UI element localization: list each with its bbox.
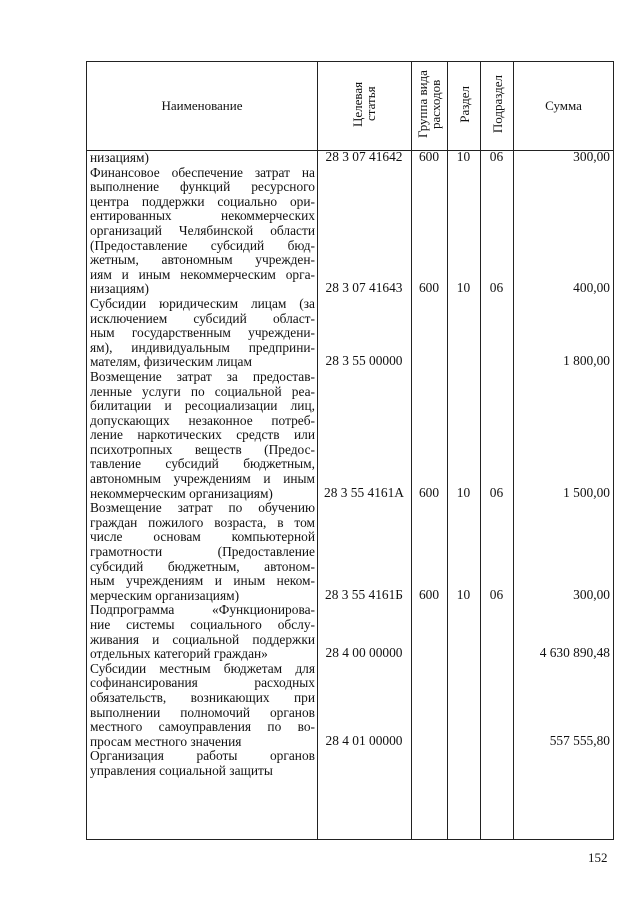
row-text-line: ным учреждениям и иным неком- (90, 573, 315, 589)
row-code: 28 3 55 4161Б (325, 587, 403, 602)
row-subsection: 06 (489, 149, 504, 164)
row-text-line: Возмещение затрат по обучению (90, 500, 315, 516)
row-text-line: исключением субсидий област- (90, 310, 315, 326)
row-text-line: Субсидии местным бюджетам для (90, 660, 315, 676)
row-text-line: допускающих незаконное потреб- (90, 412, 315, 428)
row-text-line: ленные услуги по социальной реа- (90, 383, 315, 399)
row-code: 28 4 01 00000 (325, 733, 403, 748)
header-expense-group: Группа вида расходов (412, 62, 448, 151)
row-text-line: ление наркотических средств или (90, 427, 315, 443)
row-subsection: 06 (489, 484, 504, 500)
row-section: 10 (456, 280, 471, 296)
row-text-line: мерческим организациям) (90, 587, 240, 603)
row-text-line: центра поддержки социально ори- (90, 193, 315, 209)
row-text-line: иям и иным некоммерческим орга- (90, 266, 315, 282)
row-text-line: ям), индивидуальным предприни- (90, 339, 315, 355)
row-group: 600 (418, 484, 440, 500)
row-text-line: психотропных веществ (Предос- (90, 441, 315, 457)
row-amount: 557 555,80 (549, 733, 610, 748)
budget-table-container (86, 61, 613, 837)
row-text-line: обязательств, возникающих при (90, 689, 315, 705)
row-amount: 4 630 890,48 (539, 645, 610, 661)
row-text-line: билитации и ресоциализации лиц, (90, 398, 315, 414)
row-text-line: низациям) (90, 281, 149, 297)
page-number: 152 (588, 850, 608, 865)
row-code: 28 3 55 00000 (325, 353, 403, 369)
row-text-line: автономным учреждениям и иным (90, 471, 315, 487)
header-name: Наименование (87, 62, 318, 151)
row-text-line: выполнение функций ресурсного (90, 179, 315, 195)
row-text-line: грамотности (Предоставление (90, 544, 315, 560)
row-text-line: Финансовое обеспечение затрат на (90, 164, 315, 180)
row-text-line: ным государственным учреждени- (90, 325, 315, 341)
row-section: 10 (456, 484, 471, 500)
row-section: 10 (456, 587, 471, 602)
header-amount: Сумма (514, 62, 614, 151)
row-text-line: Возмещение затрат за предостав- (90, 368, 315, 384)
row-text-line: живания и социальной поддержки (90, 631, 315, 647)
row-text-line: (Предоставление субсидий бюд- (90, 237, 315, 253)
row-text-line: ние системы социального обслу- (90, 617, 315, 632)
row-subsection: 06 (489, 587, 504, 602)
row-text-line: некоммерческим организациям) (90, 485, 273, 501)
row-text-line: мателям, физическим лицам (90, 354, 252, 370)
row-group: 600 (418, 587, 440, 602)
row-text-line: граждан пожилого возраста, в том (90, 514, 315, 530)
row-text-line: Субсидии юридическим лицам (за (90, 295, 315, 311)
row-text-line: Подпрограмма «Функционирова- (90, 602, 315, 618)
row-group: 600 (418, 149, 440, 164)
row-group: 600 (418, 280, 440, 296)
row-text-line: управления социальной защиты (90, 762, 273, 778)
row-code: 28 3 55 4161А (324, 484, 404, 500)
row-text-line: субсидий бюджетным, автоном- (90, 558, 315, 574)
row-code: 28 3 07 41642 (325, 149, 403, 164)
row-text-line: тавление субсидий бюджетным, (90, 456, 315, 472)
row-text-line: отдельных категорий граждан» (90, 646, 268, 662)
row-text-line: низациям) (90, 150, 149, 165)
row-text-line: софинансирования расходных (90, 675, 315, 691)
codes-layer (86, 150, 613, 838)
row-text-line: числе основам компьютерной (90, 529, 315, 545)
row-text-line: ентированных некоммерческих (90, 208, 315, 224)
row-code: 28 4 00 00000 (325, 645, 403, 661)
row-text-line: жетным, автономным учрежден- (90, 252, 315, 268)
row-amount: 1 500,00 (563, 484, 610, 500)
row-text-line: местного самоуправления по во- (90, 719, 315, 735)
row-amount: 300,00 (573, 149, 610, 164)
header-section: Раздел (448, 62, 481, 151)
row-text-line: организаций Челябинской области (90, 222, 315, 238)
row-text-line: выполнении полномочий органов (90, 704, 315, 720)
row-text-line: просам местного значения (90, 733, 242, 749)
row-amount: 1 800,00 (563, 353, 610, 369)
row-subsection: 06 (489, 280, 504, 296)
table-header-row (87, 62, 614, 151)
row-amount: 300,00 (573, 587, 610, 602)
row-section: 10 (456, 149, 471, 164)
header-subsection: Подраздел (481, 62, 514, 151)
row-amount: 400,00 (573, 280, 610, 296)
header-target-article: Целевая статья (318, 62, 412, 151)
row-code: 28 3 07 41643 (325, 280, 403, 296)
row-text-line: Организация работы органов (90, 748, 315, 764)
